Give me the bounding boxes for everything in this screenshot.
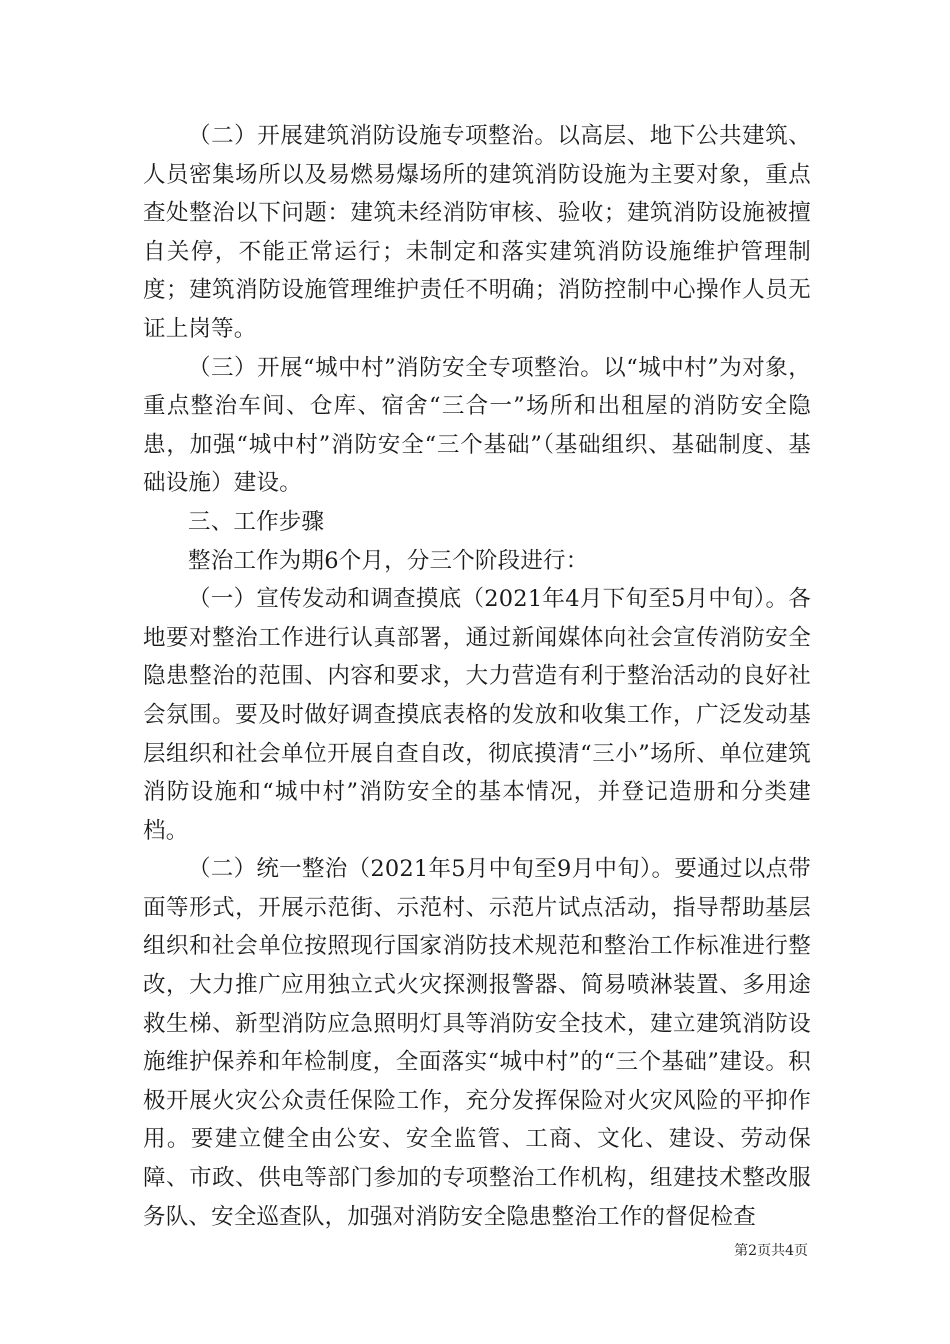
paragraph-phase-one: （一）宣传发动和调查摸底（2021年4月下旬至5月中旬）。各地要对整治工作进行认真部署，通过新闻媒体向社会宣传消防安全隐患整治的范围、内容和要求，大力营造有利于整治活动的良好社会氛围。要及时做好调查摸底表格的发放和收集工作，广泛发动基层组织和社会单位开展自查自改，彻底摸清“三小”场所、单位建筑消防设施和“城中村”消防安全的基本情况，并登记造册和分类建档。	[143, 586, 811, 844]
page-number-footer: 第2页共4页	[734, 1243, 808, 1259]
paragraph-phase-two: （二）统一整治（2021年5月中旬至9月中旬）。要通过以点带面等形式，开展示范街、示范村、示范片试点活动，指导帮助基层组织和社会单位按照现行国家消防技术规范和整治工作标准进行整改，大力推广应用独立式火灾探测报警器、简易喷淋装置、多用途救生梯、新型消防应急照明灯具等消防安全技术，建立建筑消防设施维护保养和年检制度，全面落实“城中村”的“三个基础”建设。积极开展火灾公众责任保险工作，充分发挥保险对火灾风险的平抑作用。要建立健全由公安、安全监管、工商、文化、建设、劳动保障、市政、供电等部门参加的专项整治工作机构，组建技术整改服务队、安全巡查队，加强对消防安全隐患整治工作的督促检查	[143, 856, 811, 1230]
paragraph-duration: 整治工作为期6个月，分三个阶段进行：	[188, 547, 589, 574]
paragraph-building-fire-facilities: （二）开展建筑消防设施专项整治。以高层、地下公共建筑、人员密集场所以及易燃易爆场所的建筑消防设施为主要对象，重点查处整治以下问题：建筑未经消防审核、验收；建筑消防设施被擅自关停，不能正常运行；未制定和落实建筑消防设施维护管理制度；建筑消防设施管理维护责任不明确；消防控制中心操作人员无证上岗等。	[143, 123, 811, 342]
section-heading-work-steps: 三、工作步骤	[188, 508, 325, 535]
document-body	[143, 117, 811, 1236]
paragraph-urban-village: （三）开展“城中村”消防安全专项整治。以“城中村”为对象，重点整治车间、仓库、宿舍“三合一”场所和出租屋的消防安全隐患，加强“城中村”消防安全“三个基础”（基础组织、基础制度、基础设施）建设。	[143, 354, 811, 497]
